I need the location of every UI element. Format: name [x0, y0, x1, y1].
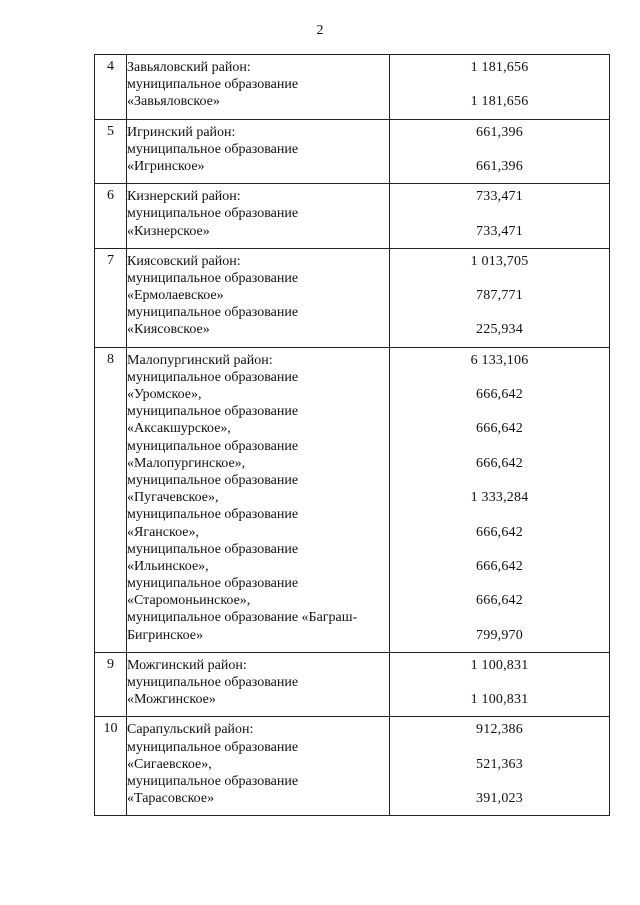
municipality-line: «Яганское», [127, 524, 199, 540]
municipality-line: «Киясовское» [127, 322, 210, 338]
district-total-amount: 1 013,705 [470, 253, 529, 269]
municipality-amount [390, 403, 609, 420]
region-name-cell [127, 717, 390, 816]
municipality-amount: 799,970 [476, 627, 523, 643]
region-name-cell [127, 248, 390, 347]
municipality-line: «Игринское» [127, 158, 205, 174]
municipality-line: муниципальное образование [127, 270, 299, 286]
row-number-cell [95, 55, 127, 120]
municipality-line: «Пугачевское», [127, 490, 219, 506]
municipality-line: муниципальное образование [127, 773, 299, 789]
region-name-cell [127, 347, 390, 652]
municipality-line: муниципальное образование [127, 77, 299, 93]
row-number-cell [95, 717, 127, 816]
district-name: Игринский район: [127, 124, 236, 140]
allocation-table [94, 54, 610, 816]
municipality-line: «Можгинское» [127, 692, 216, 708]
municipality-line: муниципальное образование [127, 369, 299, 385]
municipality-amount: 666,642 [476, 455, 523, 471]
row-number-cell [95, 248, 127, 347]
municipality-amount [390, 773, 609, 790]
district-total-amount: 733,471 [476, 189, 523, 205]
municipality-amount [390, 141, 609, 158]
row-number: 4 [107, 59, 114, 74]
table-body [95, 55, 610, 816]
municipality-amount [390, 438, 609, 455]
region-name-cell [127, 55, 390, 120]
row-number-cell [95, 347, 127, 652]
region-name-cell [127, 184, 390, 249]
row-number: 8 [107, 351, 114, 367]
row-number: 9 [107, 656, 114, 672]
municipality-line: Бигринское» [127, 627, 203, 643]
municipality-amount: 666,642 [476, 524, 523, 540]
municipality-line: муниципальное образование [127, 675, 299, 690]
municipality-line: «Старомоньинское», [127, 593, 251, 609]
municipality-amount: 1 181,656 [470, 94, 529, 110]
municipality-line: «Уромское», [127, 387, 202, 402]
municipality-line: муниципальное образование «Баграш- [127, 610, 358, 626]
municipality-amount [390, 674, 609, 691]
municipality-amount: 1 333,284 [470, 490, 529, 506]
amount-cell [390, 347, 610, 652]
district-name: Сарапульский район: [127, 722, 254, 738]
municipality-line: «Ермолаевское» [127, 288, 224, 304]
district-total-amount: 1 181,656 [470, 60, 529, 75]
municipality-line: муниципальное образование [127, 141, 299, 157]
row-number-cell [95, 184, 127, 249]
amount-cell [390, 55, 610, 120]
row-number-cell [95, 119, 127, 184]
row-number: 7 [107, 252, 114, 268]
municipality-line: муниципальное образование [127, 739, 299, 755]
table-row [95, 717, 610, 816]
district-name: Киясовский район: [127, 253, 241, 269]
municipality-amount: 787,771 [476, 288, 523, 304]
row-number: 5 [107, 123, 114, 139]
district-name: Кизнерский район: [127, 189, 241, 205]
municipality-line: «Тарасовское» [127, 791, 215, 807]
municipality-amount: 666,642 [476, 558, 523, 574]
municipality-line: муниципальное образование [127, 438, 299, 454]
municipality-line: «Малопургинское», [127, 455, 246, 471]
municipality-amount: 521,363 [476, 756, 523, 772]
municipality-amount [390, 76, 609, 93]
municipality-amount [390, 541, 609, 558]
amount-cell [390, 717, 610, 816]
district-name: Малопургинский район: [127, 352, 273, 368]
municipality-amount: 666,642 [476, 387, 523, 402]
amount-cell [390, 652, 610, 717]
municipality-amount: 661,396 [476, 158, 523, 174]
table-row [95, 184, 610, 249]
district-name: Можгинский район: [127, 657, 247, 673]
district-total-amount: 6 133,106 [470, 352, 529, 368]
municipality-amount: 225,934 [476, 322, 523, 338]
municipality-amount [390, 472, 609, 489]
municipality-amount [390, 205, 609, 222]
region-name-cell [127, 652, 390, 717]
row-number-cell [95, 652, 127, 717]
district-name: Завьяловский район: [127, 60, 251, 75]
municipality-line: муниципальное образование [127, 576, 299, 592]
municipality-line: «Ильинское», [127, 558, 209, 574]
municipality-amount: 391,023 [476, 791, 523, 807]
amount-cell [390, 119, 610, 184]
district-total-amount: 661,396 [476, 124, 523, 140]
table-row [95, 248, 610, 347]
municipality-amount [390, 739, 609, 756]
municipality-amount [390, 304, 609, 321]
district-total-amount: 912,386 [476, 722, 523, 738]
municipality-amount [390, 369, 609, 386]
table-row [95, 119, 610, 184]
district-total-amount: 1 100,831 [470, 657, 529, 673]
row-number: 6 [107, 188, 114, 204]
amount-cell [390, 248, 610, 347]
municipality-line: муниципальное образование [127, 507, 299, 523]
municipality-line: муниципальное образование [127, 305, 299, 321]
municipality-amount: 733,471 [476, 223, 523, 239]
municipality-amount [390, 270, 609, 287]
municipality-line: муниципальное образование [127, 541, 299, 557]
municipality-line: «Аксакшурское», [127, 421, 231, 437]
municipality-line: «Кизнерское» [127, 223, 210, 239]
region-name-cell [127, 119, 390, 184]
table-row [95, 347, 610, 652]
municipality-amount [390, 506, 609, 523]
municipality-amount: 666,642 [476, 593, 523, 609]
municipality-line: «Сигаевское», [127, 756, 212, 772]
page-number: 2 [316, 23, 324, 38]
municipality-amount: 1 100,831 [470, 692, 529, 708]
municipality-line: муниципальное образование [127, 404, 299, 420]
municipality-amount [390, 575, 609, 592]
table-row [95, 55, 610, 120]
municipality-line: муниципальное образование [127, 472, 299, 488]
row-number: 10 [103, 721, 118, 737]
amount-cell [390, 184, 610, 249]
municipality-line: муниципальное образование [127, 206, 299, 222]
municipality-line: «Завьяловское» [127, 94, 220, 110]
table-row [95, 652, 610, 717]
municipality-amount [390, 609, 609, 626]
municipality-amount: 666,642 [476, 421, 523, 437]
